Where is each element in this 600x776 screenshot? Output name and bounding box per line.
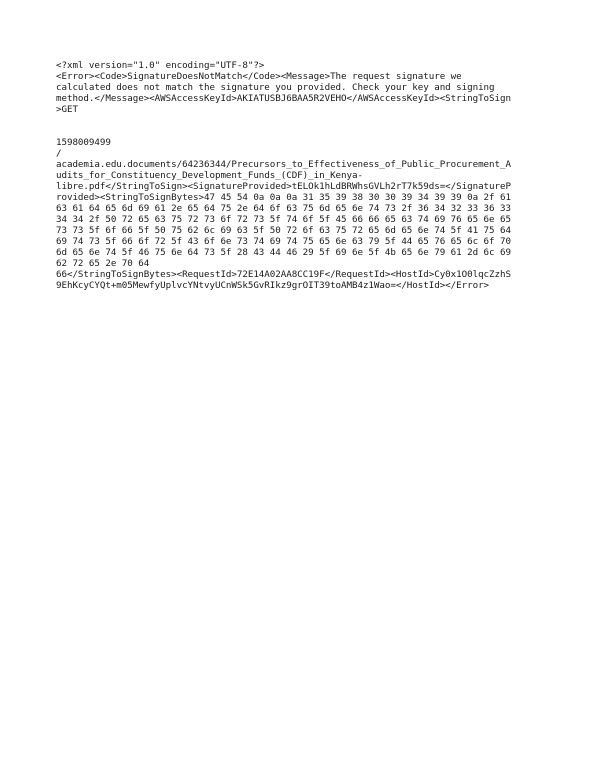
xml-error-document — [56, 60, 556, 291]
string-to-sign-bytes-line: 63 61 64 65 6d 69 61 2e 65 64 75 2e 64 6f 63 75 6d 65 6e 74 73 2f 36 34 32 33 36 33 — [56, 203, 511, 214]
string-to-sign-bytes-line: rovided><StringToSignBytes>47 45 54 0a 0a 0a 31 35 39 38 30 30 39 34 39 39 0a 2f 61 — [56, 192, 511, 203]
host-id-line: 9EhKcyCYQt+m05MewfyUplvcYNtvyUCnWSk5GvRIkz9grOIT39toAMB4z1Wao=</HostId></Error> — [56, 280, 490, 291]
blank-line — [56, 115, 556, 126]
xml-declaration-line: <?xml version="1.0" encoding="UTF-8"?> — [56, 60, 265, 71]
timestamp-line: 1598009499 — [56, 137, 111, 148]
string-to-sign-bytes-line: 6d 65 6e 74 5f 46 75 6e 64 73 5f 28 43 44 46 29 5f 69 6e 5f 4b 65 6e 79 61 2d 6c 69 — [56, 247, 511, 258]
signature-provided-line: libre.pdf</StringToSign><SignatureProvided>tELOk1hLdBRWhsGVLh2rT7k59ds=</SignatureP — [56, 181, 511, 192]
slash-line: / — [56, 148, 62, 159]
resource-path-line: academia.edu.documents/64236344/Precursors_to_Effectiveness_of_Public_Procurement_A — [56, 159, 511, 170]
request-id-line: 66</StringToSignBytes><RequestId>72E14A02AA8CC19F</RequestId><HostId>Cy0x1O0lqcZzhS — [56, 269, 511, 280]
resource-path-line: udits_for_Constituency_Development_Funds_(CDF)_in_Kenya- — [56, 170, 363, 181]
string-to-sign-bytes-line: 73 73 5f 6f 66 5f 50 75 62 6c 69 63 5f 50 72 6f 63 75 72 65 6d 65 6e 74 5f 41 75 64 — [56, 225, 511, 236]
string-to-sign-bytes-line: 69 74 73 5f 66 6f 72 5f 43 6f 6e 73 74 69 74 75 65 6e 63 79 5f 44 65 76 65 6c 6f 70 — [56, 236, 511, 247]
message-line: calculated does not match the signature you provided. Check your key and signing — [56, 82, 495, 93]
access-key-line: method.</Message><AWSAccessKeyId>AKIATUSBJ6BAA5R2VEHO</AWSAccessKeyId><StringToSign — [56, 93, 511, 104]
string-to-sign-bytes-line: 34 34 2f 50 72 65 63 75 72 73 6f 72 73 5f 74 6f 5f 45 66 66 65 63 74 69 76 65 6e 65 — [56, 214, 511, 225]
string-to-sign-bytes-line: 62 72 65 2e 70 64 — [56, 258, 150, 269]
error-code-line: <Error><Code>SignatureDoesNotMatch</Code><Message>The request signature we — [56, 71, 462, 82]
blank-line — [56, 126, 556, 137]
string-to-sign-method-line: >GET — [56, 104, 78, 115]
